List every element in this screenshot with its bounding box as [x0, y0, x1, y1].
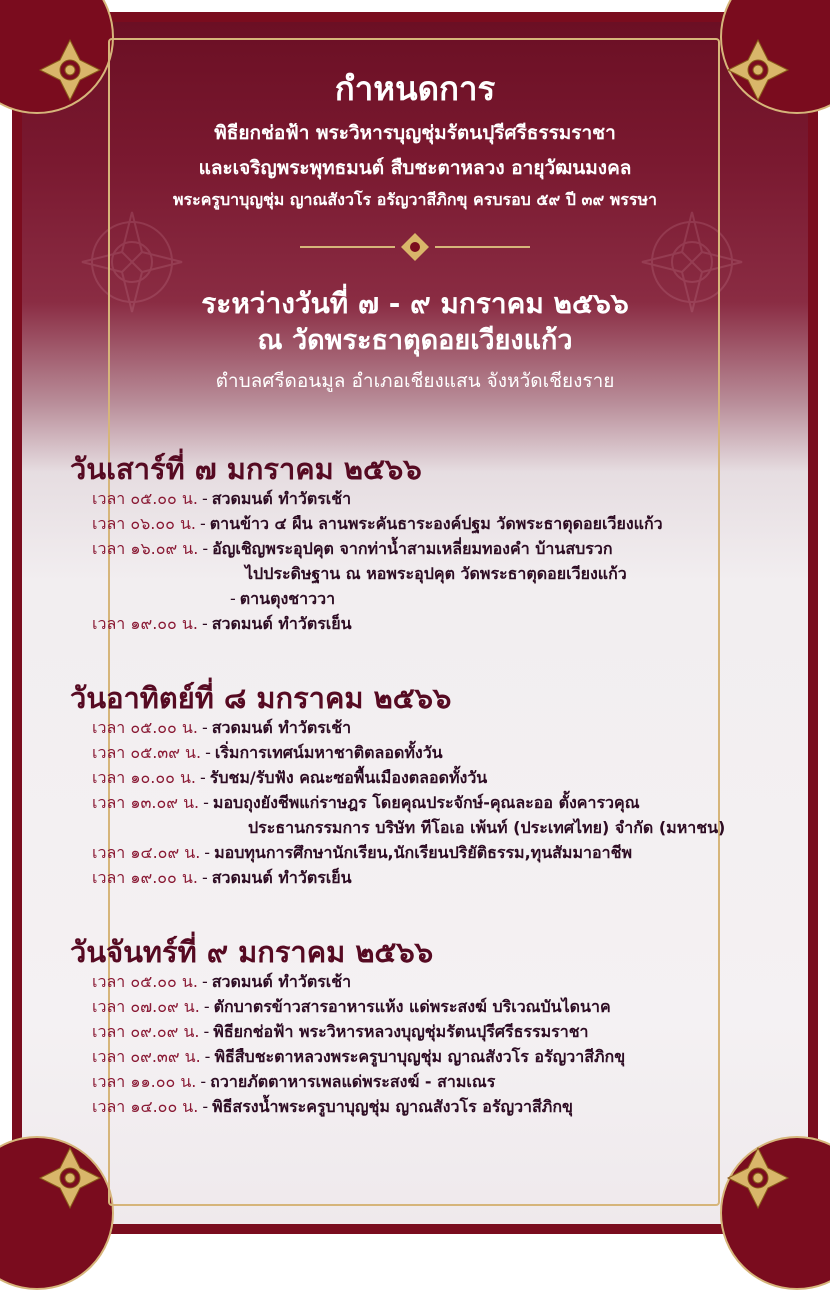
schedule-time: เวลา ๐๙.๓๙ น. [92, 1047, 201, 1066]
schedule-dash: - [203, 997, 210, 1016]
schedule-activity: เริ่มการเทศน์มหาชาติตลอดทั้งวัน [214, 743, 443, 762]
schedule-activity: ตานข้าว ๔ ผืน ลานพระคันธาระองค์ปฐม วัดพระธาตุดอยเวียงแก้ว [209, 514, 663, 533]
schedule-dash: - [204, 843, 211, 862]
schedule-row [92, 1070, 495, 1095]
schedule-time: เวลา ๐๕.๓๙ น. [92, 743, 202, 762]
schedule-row [92, 1045, 625, 1070]
schedule-time: เวลา ๑๓.๐๙ น. [92, 793, 200, 812]
schedule-dash: - [203, 1022, 210, 1041]
schedule-row [92, 1095, 573, 1120]
schedule-activity: สวดมนต์ ทำวัตรเช้า [211, 972, 352, 991]
event-location: ตำบลศรีดอนมูล อำเภอเชียงแสน จังหวัดเชียงราย [215, 370, 615, 392]
schedule-row [92, 537, 613, 562]
schedule-time: เวลา ๑๙.๐๐ น. [92, 614, 198, 633]
schedule-activity: พิธีสืบชะตาหลวงพระครูบาบุญชุ่ม ญาณสังวโร อรัญวาสีภิกขุ [214, 1047, 626, 1066]
schedule-row [92, 995, 611, 1020]
schedule-dash: - [201, 972, 208, 991]
schedule-activity: อัญเชิญพระอุปคุต จากท่าน้ำสามเหลี่ยมทองคำ บ้านสบรวก [212, 539, 613, 558]
schedule-dash: - [200, 1072, 207, 1091]
schedule-row [92, 487, 351, 512]
schedule-row [92, 741, 443, 766]
schedule-time: เวลา ๑๖.๐๙ น. [92, 539, 199, 558]
schedule-activity: สวดมนต์ ทำวัตรเช้า [211, 489, 352, 508]
schedule-activity: พิธียกช่อฟ้า พระวิหารหลวงบุญชุ่มรัตนปุรีศรีธรรมราชา [213, 1022, 589, 1041]
schedule-row [92, 866, 352, 891]
schedule-activity: สวดมนต์ ทำวัตรเย็น [211, 614, 352, 633]
schedule-activity: ตักบาตรข้าวสารอาหารแห้ง แด่พระสงฆ์ บริเวณบันไดนาค [213, 997, 611, 1016]
event-date: ระหว่างวันที่ ๗ - ๙ มกราคม ๒๕๖๖ [201, 287, 629, 320]
schedule-dash: - [201, 614, 208, 633]
schedule-dash: - [201, 868, 208, 887]
schedule-activity: สวดมนต์ ทำวัตรเช้า [211, 718, 352, 737]
schedule-dash: - [203, 793, 209, 812]
schedule-dash: - [201, 489, 208, 508]
schedule-dash: - [202, 539, 209, 558]
schedule-activity-continuation: ไปประดิษฐาน ณ หอพระอุปคุต วัดพระธาตุดอยเวียงแก้ว [245, 564, 627, 583]
event-venue: ณ วัดพระธาตุดอยเวียงแก้ว [257, 325, 573, 356]
header-line-1: พิธียกช่อฟ้า พระวิหารบุญชุ่มรัตนปุรีศรีธรรมราชา [214, 122, 616, 144]
schedule-time: เวลา ๐๕.๐๐ น. [92, 718, 198, 737]
schedule-activity: พิธีสรงน้ำพระครูบาบุญชุ่ม ญาณสังวโร อรัญวาสีภิกขุ [212, 1097, 573, 1116]
schedule-time: เวลา ๐๕.๐๐ น. [92, 972, 198, 991]
schedule-row [226, 587, 335, 612]
schedule-time: เวลา ๐๕.๐๐ น. [92, 489, 198, 508]
schedule-time: เวลา ๑๐.๐๐ น. [92, 768, 196, 787]
schedule-activity-continuation: ประธานกรรมการ บริษัท ทีโอเอ เพ้นท์ (ประเทศไทย) จำกัด (มหาชน) [248, 818, 726, 837]
schedule-time: เวลา ๑๑.๐๐ น. [92, 1072, 197, 1091]
schedule-activity: มอบทุนการศึกษานักเรียน,นักเรียนปริยัติธรรม,ทุนสัมมาอาชีพ [214, 843, 632, 862]
lotus-ornament-icon [726, 1146, 790, 1210]
schedule-time: เวลา ๐๗.๐๙ น. [92, 997, 200, 1016]
schedule-row [92, 791, 640, 816]
day-title: วันอาทิตย์ที่ ๘ มกราคม ๒๕๖๖ [70, 681, 452, 715]
schedule-row [92, 512, 663, 537]
day-title: วันจันทร์ที่ ๙ มกราคม ๒๕๖๖ [70, 935, 434, 969]
schedule-dash: - [204, 1047, 211, 1066]
schedule-dash: - [199, 768, 206, 787]
schedule-activity: สวดมนต์ ทำวัตรเย็น [211, 868, 352, 887]
schedule-activity: รับชม/รับฟัง คณะซอพื้นเมืองตลอดทั้งวัน [209, 768, 488, 787]
schedule-dash: - [201, 718, 208, 737]
header-line-2: และเจริญพระพุทธมนต์ สืบชะตาหลวง อายุวัฒนมงคล [198, 157, 632, 179]
schedule-row [92, 612, 352, 637]
schedule-row [92, 1020, 589, 1045]
schedule-row [92, 841, 632, 866]
schedule-time: เวลา ๑๔.๐๐ น. [92, 1097, 199, 1116]
lotus-ornament-icon [38, 1146, 102, 1210]
schedule-activity: ตานตุงชาววา [239, 589, 336, 608]
schedule-dash: - [202, 1097, 209, 1116]
page-title: กำหนดการ [334, 69, 496, 108]
day-title: วันเสาร์ที่ ๗ มกราคม ๒๕๖๖ [70, 452, 422, 486]
schedule-time: เวลา ๑๙.๐๐ น. [92, 868, 198, 887]
schedule-time: เวลา ๐๙.๐๙ น. [92, 1022, 200, 1041]
schedule-dash: - [230, 589, 236, 608]
schedule-activity: มอบถุงยังชีพแก่ราษฎร โดยคุณประจักษ์-คุณละออ ตั้งคารวคุณ [212, 793, 640, 812]
schedule-activity: ถวายภัตตาหารเพลแด่พระสงฆ์ - สามเณร [210, 1072, 496, 1091]
schedule-dash: - [199, 514, 206, 533]
schedule-time: เวลา ๐๖.๐๐ น. [92, 514, 196, 533]
schedule-row [92, 970, 351, 995]
schedule-row [92, 716, 351, 741]
schedule-dash: - [205, 743, 211, 762]
divider-ornament-icon [300, 232, 530, 262]
schedule-time: เวลา ๑๔.๐๙ น. [92, 843, 201, 862]
schedule-row [92, 766, 487, 791]
header-line-3: พระครูบาบุญชุ่ม ญาณสังวโร อรัญวาสีภิกขุ ครบรอบ ๕๙ ปี ๓๙ พรรษา [172, 190, 658, 209]
